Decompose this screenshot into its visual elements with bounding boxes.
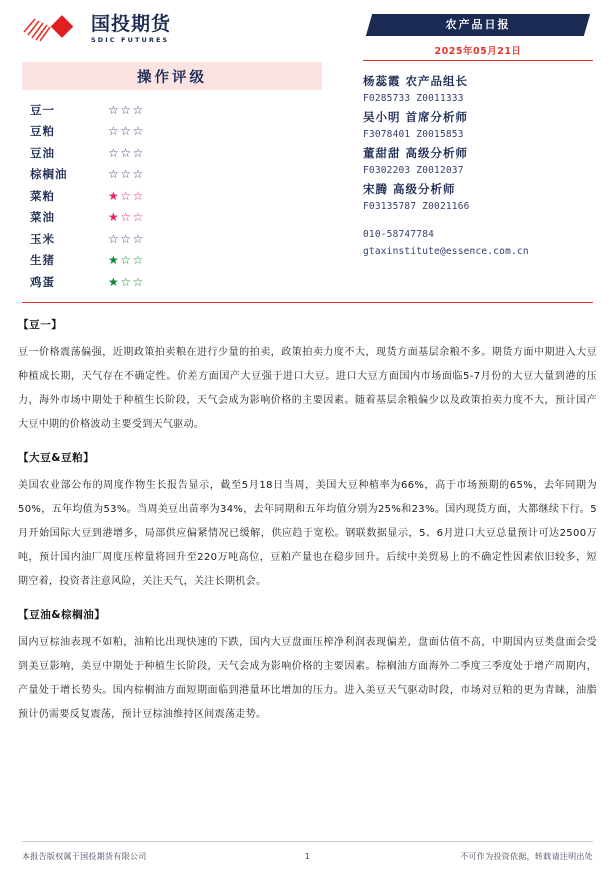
analyst-name-title: 吴小明 首席分析师 bbox=[363, 110, 469, 124]
report-section bbox=[18, 607, 597, 727]
rating-stars bbox=[108, 168, 145, 180]
rating-row bbox=[22, 271, 322, 293]
analyst-list bbox=[363, 72, 593, 215]
contact-block bbox=[363, 226, 593, 260]
star-empty-icon: ☆ bbox=[132, 124, 145, 139]
footer-copyright: 本报告版权属于国投期货有限公司 bbox=[22, 851, 147, 861]
rating-commodity-name: 棕榈油 bbox=[30, 167, 68, 182]
star-empty-icon: ☆ bbox=[132, 145, 145, 160]
star-empty-icon: ☆ bbox=[108, 231, 121, 246]
section-heading: 【豆一】 bbox=[18, 319, 63, 332]
star-empty-icon: ☆ bbox=[120, 102, 133, 117]
section-body-text: 美国农业部公布的周度作物生长报告显示，截至5月18日当周，美国大豆种植率为66%，高于市场预期的65%，去年同期为50%，五年均值为53%。当周美豆出苗率为34%，去年同期和五年均值分别为25%和23%。国内现货方面，大都继续下行。5月开始国际大豆到港增多，局部供应偏紧情况已缓解，供应趋于宽松。钢联数据显示，5、6月进口大豆总量预计可达2500万吨，预计国内油厂周度压榨量将回升至220万吨高位，豆粕产量也在稳步回升。后续中美贸易上的不确定性因素依旧较多，短期空着，投资者注意风险，关注天气，关注长期机会。 bbox=[18, 480, 597, 588]
analyst-name-title: 董甜甜 高级分析师 bbox=[363, 146, 469, 160]
company-name-en: SDIC FUTURES bbox=[91, 35, 170, 44]
rating-stars bbox=[108, 276, 145, 288]
star-filled-icon: ★ bbox=[108, 210, 121, 225]
report-date: 2025年05月21日 bbox=[434, 46, 522, 57]
rating-row bbox=[22, 185, 322, 207]
contact-email[interactable]: gtaxinstitute@essence.com.cn bbox=[363, 246, 529, 257]
rating-stars bbox=[108, 233, 145, 245]
star-empty-icon: ☆ bbox=[132, 253, 145, 268]
rating-commodity-name: 菜粕 bbox=[30, 188, 55, 203]
star-filled-icon: ★ bbox=[108, 253, 121, 268]
footer-page-number: 1 bbox=[304, 851, 311, 861]
rating-stars bbox=[108, 254, 145, 266]
analyst-entry bbox=[363, 180, 593, 215]
rating-stars bbox=[108, 104, 145, 116]
rating-stars bbox=[108, 147, 145, 159]
analyst-entry bbox=[363, 144, 593, 179]
star-empty-icon: ☆ bbox=[132, 188, 145, 203]
rating-stars bbox=[108, 190, 145, 202]
analyst-entry bbox=[363, 72, 593, 107]
top-content bbox=[0, 56, 615, 293]
page-footer bbox=[0, 841, 615, 870]
rating-commodity-name: 生猪 bbox=[30, 253, 55, 268]
rating-commodity-name: 豆一 bbox=[30, 102, 55, 117]
page-header bbox=[0, 0, 615, 56]
star-empty-icon: ☆ bbox=[132, 231, 145, 246]
rating-commodity-name: 豆油 bbox=[30, 145, 55, 160]
star-empty-icon: ☆ bbox=[120, 210, 133, 225]
star-empty-icon: ☆ bbox=[120, 253, 133, 268]
rating-stars bbox=[108, 125, 145, 137]
analyst-name-title: 宋腾 高级分析师 bbox=[363, 182, 456, 196]
analyst-name-title: 杨蕊霞 农产品组长 bbox=[363, 74, 469, 88]
report-type-banner bbox=[363, 14, 593, 36]
footer-row bbox=[22, 842, 593, 870]
star-empty-icon: ☆ bbox=[132, 274, 145, 289]
rating-commodity-name: 玉米 bbox=[30, 231, 55, 246]
star-filled-icon: ★ bbox=[108, 188, 121, 203]
rating-row bbox=[22, 207, 322, 229]
star-empty-icon: ☆ bbox=[132, 167, 145, 182]
star-empty-icon: ☆ bbox=[120, 274, 133, 289]
rating-row bbox=[22, 121, 322, 143]
footer-disclaimer: 不可作为投资依据，转载请注明出处 bbox=[460, 851, 593, 861]
rating-row bbox=[22, 250, 322, 272]
star-empty-icon: ☆ bbox=[120, 145, 133, 160]
section-heading: 【大豆&豆粕】 bbox=[18, 452, 95, 465]
rating-row-list bbox=[22, 99, 322, 293]
rating-title-bar bbox=[22, 62, 322, 90]
header-banner-block bbox=[363, 14, 593, 61]
star-empty-icon: ☆ bbox=[108, 145, 121, 160]
analyst-entry bbox=[363, 108, 593, 143]
star-empty-icon: ☆ bbox=[120, 124, 133, 139]
section-heading: 【豆油&棕榈油】 bbox=[18, 609, 106, 622]
banner-title: 农产品日报 bbox=[445, 18, 511, 31]
contact-phone: 010-58747784 bbox=[363, 229, 435, 240]
report-section bbox=[18, 450, 597, 594]
rating-panel bbox=[22, 62, 322, 293]
company-name-block bbox=[91, 12, 172, 44]
rating-commodity-name: 豆粕 bbox=[30, 124, 55, 139]
star-filled-icon: ★ bbox=[108, 274, 121, 289]
analyst-license-codes: F3078401 Z0015853 bbox=[363, 129, 464, 140]
star-empty-icon: ☆ bbox=[108, 167, 121, 182]
report-body bbox=[0, 303, 615, 727]
star-empty-icon: ☆ bbox=[120, 231, 133, 246]
section-body-text: 豆一价格震荡偏强，近期政策拍卖粮在进行少量的拍卖，政策拍卖力度不大，现货方面基层余粮不多。期货方面中期进入大豆种植成长期，天气存在不确定性。价差方面国产大豆强于进口大豆。进口大豆方面国内市场面临5-7月份的大豆大量到港的压力，海外市场中期处于种植生长阶段，天气会成为影响价格的主要因素。随着基层余粮偏少以及政策拍卖力度不大，预计国产大豆中期的价格波动主要受到天气驱动。 bbox=[18, 347, 597, 431]
star-empty-icon: ☆ bbox=[132, 102, 145, 117]
star-empty-icon: ☆ bbox=[108, 124, 121, 139]
rating-commodity-name: 菜油 bbox=[30, 210, 55, 225]
star-empty-icon: ☆ bbox=[132, 210, 145, 225]
star-empty-icon: ☆ bbox=[120, 167, 133, 182]
section-body-text: 国内豆棕油表现不如粕，油粕比出现快速的下跌，国内大豆盘面压榨净利润表现偏差，盘面估值不高，中期国内豆类盘面会受到美豆影响，美豆中期处于种植生长阶段，天气会成为影响价格的主要因素。棕榈油方面海外二季度三季度处于增产周期内，产量处于增长势头。国内棕榈油方面短期面临到港量环比增加的压力。进入美豆天气驱动时段，市场对豆粕的更为青睐，油脂预计仍需要反复震荡，预计豆棕油维持区间震荡走势。 bbox=[18, 637, 597, 721]
rating-row bbox=[22, 142, 322, 164]
rating-row bbox=[22, 99, 322, 121]
rating-commodity-name: 鸡蛋 bbox=[30, 274, 55, 289]
company-name-cn: 国投期货 bbox=[91, 12, 172, 35]
company-brand bbox=[22, 14, 322, 44]
section-list bbox=[18, 317, 597, 727]
star-empty-icon: ☆ bbox=[108, 102, 121, 117]
star-empty-icon: ☆ bbox=[120, 188, 133, 203]
analyst-panel bbox=[363, 62, 593, 293]
rating-row bbox=[22, 228, 322, 250]
rating-stars bbox=[108, 211, 145, 223]
analyst-license-codes: F0285733 Z0011333 bbox=[363, 93, 464, 104]
analyst-license-codes: F0302203 Z0012037 bbox=[363, 165, 464, 176]
rating-row bbox=[22, 164, 322, 186]
rating-panel-title: 操作评级 bbox=[137, 69, 207, 86]
analyst-license-codes: F03135787 Z0021166 bbox=[363, 201, 470, 212]
report-section bbox=[18, 317, 597, 437]
sdic-diamond-logo-icon bbox=[22, 14, 84, 44]
